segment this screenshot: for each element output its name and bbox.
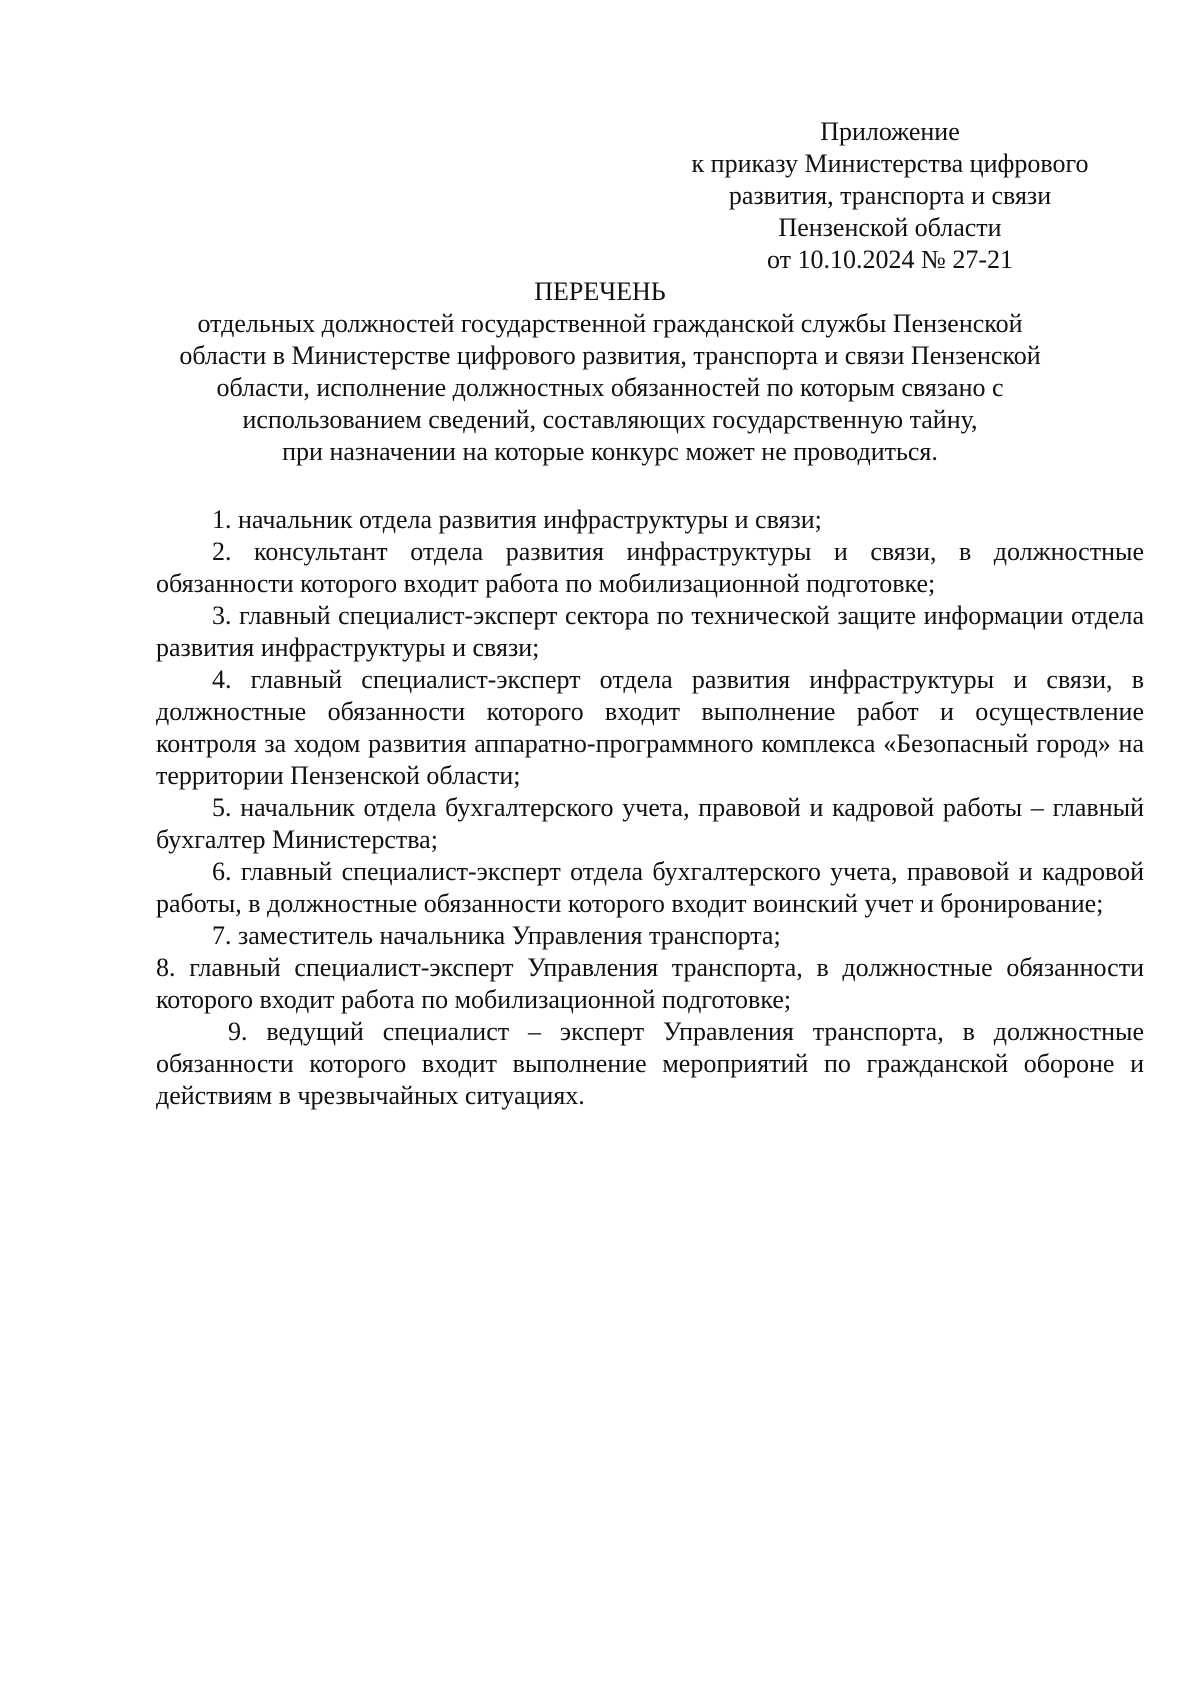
appendix-header <box>640 116 1140 276</box>
subtitle-line: отдельных должностей государственной гражданской службы Пензенской <box>197 309 1023 338</box>
appendix-line: к приказу Министерства цифрового <box>691 149 1089 178</box>
document-title: ПЕРЕЧЕНЬ <box>534 277 666 306</box>
appendix-line: Приложение <box>820 117 960 146</box>
subtitle-line: при назначении на которые конкурс может не проводиться. <box>282 437 938 466</box>
list-item: 9. ведущий специалист – эксперт Управления транспорта, в должностные обязанности которого входит выполнение мероприятий по гражданской обороне и действиям в чрезвычайных ситуациях. <box>156 1017 1144 1110</box>
list-item: 5. начальник отдела бухгалтерского учета, правовой и кадровой работы – главный бухгалтер Министерства; <box>156 793 1144 854</box>
positions-list <box>156 504 1144 1112</box>
list-item: 1. начальник отдела развития инфраструктуры и связи; <box>212 505 822 534</box>
list-item: 3. главный специалист-эксперт сектора по технической защите информации отдела развития инфраструктуры и связи; <box>156 601 1144 662</box>
list-item: 2. консультант отдела развития инфраструктуры и связи, в должностные обязанности которого входит работа по мобилизационной подготовке; <box>156 537 1144 598</box>
subtitle-line: области, исполнение должностных обязанностей по которым связано с <box>216 373 1004 402</box>
appendix-line: Пензенской области <box>778 213 1002 242</box>
appendix-line: развития, транспорта и связи <box>728 181 1052 210</box>
list-item: 6. главный специалист-эксперт отдела бухгалтерского учета, правовой и кадровой работы, в должностные обязанности которого входит воинский учет и бронирование; <box>156 857 1144 918</box>
list-item: 7. заместитель начальника Управления транспорта; <box>212 921 781 950</box>
document-subtitle <box>150 308 1070 468</box>
subtitle-line: использованием сведений, составляющих государственную тайну, <box>242 405 978 434</box>
list-item: 8. главный специалист-эксперт Управления транспорта, в должностные обязанности которого входит работа по мобилизационной подготовке; <box>156 953 1144 1014</box>
subtitle-line: области в Министерстве цифрового развития, транспорта и связи Пензенской <box>179 341 1041 370</box>
list-item: 4. главный специалист-эксперт отдела развития инфраструктуры и связи, в должностные обязанности которого входит выполнение работ и осуществление контроля за ходом развития аппаратно-программного комплекса «Безопасный город» на территории Пензенской области; <box>156 665 1144 790</box>
appendix-order-number: от 10.10.2024 № 27-21 <box>767 245 1013 274</box>
